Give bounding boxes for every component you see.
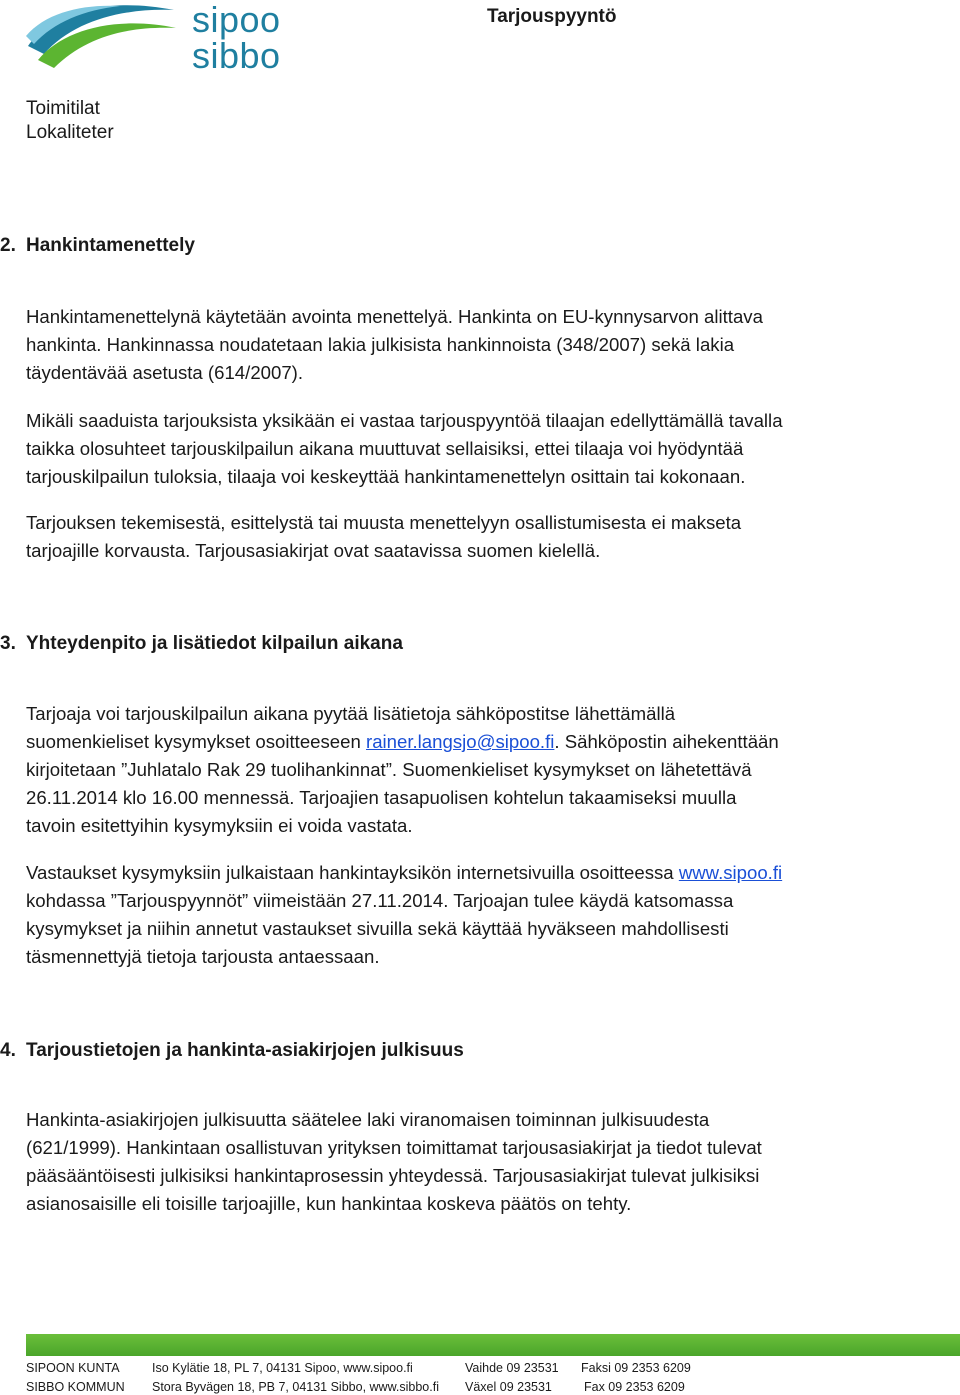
paragraph-line: täsmennettyjä tietoja tarjousta antaessaan. [26,946,380,967]
footer-sv-name: SIBBO KOMMUN [26,1380,125,1394]
department-fi: Toimitilat [26,98,100,119]
section-2-title: Hankintamenettely [26,235,195,256]
paragraph-line: kysymykset ja niihin annetut vastaukset sivuilla sekä käyttää hyväkseen mahdollisesti [26,918,729,939]
section-4-paragraph-1 [26,1106,926,1218]
paragraph-line-with-email [26,728,926,756]
document-title: Tarjouspyyntö [487,6,617,27]
section-3-number: 3. [0,633,16,654]
paragraph-line: asianosaisille eli toisille tarjoajille, kun hankintaa koskeva päätös on tehty. [26,1193,632,1214]
paragraph-line: kirjoitetaan ”Juhlatalo Rak 29 tuolihankinnat”. Suomenkieliset kysymykset on lähetettävä [26,759,752,780]
logo-swoosh-icon [24,2,184,74]
paragraph-line: täydentävää asetusta (614/2007). [26,362,304,383]
footer-sv-address: Stora Byvägen 18, PB 7, 04131 Sibbo, www.sibbo.fi [152,1380,439,1394]
department-sv: Lokaliteter [26,122,114,143]
section-4-title: Tarjoustietojen ja hankinta-asiakirjojen julkisuus [26,1040,464,1061]
paragraph-line: taikka olosuhteet tarjouskilpailun aikana muuttuvat sellaisiksi, ettei tilaaja voi hyödyntää [26,438,744,459]
paragraph-line: pääsääntöisesti julkisiksi hankintaprosessin yhteydessä. Tarjousasiakirjat tulevat julkisiksi [26,1165,760,1186]
footer-sv-fax: Fax 09 2353 6209 [584,1380,685,1394]
paragraph-line: tarjoajille korvausta. Tarjousasiakirjat ovat saatavissa suomen kielellä. [26,540,601,561]
footer-sv-phone: Växel 09 23531 [465,1380,552,1394]
section-2-number: 2. [0,235,16,256]
section-3-heading [0,632,960,656]
logo-text-sipoo: sipoo [192,0,281,40]
section-3-paragraph-1 [26,700,926,840]
footer-fi-address: Iso Kylätie 18, PL 7, 04131 Sipoo, www.sipoo.fi [152,1361,413,1375]
website-link[interactable]: www.sipoo.fi [678,862,783,883]
section-3-title: Yhteydenpito ja lisätiedot kilpailun aikana [26,633,403,654]
footer-fi-fax: Faksi 09 2353 6209 [581,1361,691,1375]
paragraph-line: Hankinta-asiakirjojen julkisuutta säätelee laki viranomaisen toiminnan julkisuudesta [26,1109,710,1130]
section-4-heading [0,1039,960,1063]
paragraph-line: tavoin esitettyihin kysymyksiin ei voida vastata. [26,815,413,836]
section-2-paragraph-3 [26,509,926,565]
section-3-paragraph-2 [26,859,926,971]
paragraph-line: tarjouskilpailun tuloksia, tilaaja voi keskeyttää hankintamenettelyn osittain tai kokonaan. [26,466,746,487]
footer-bar [26,1334,960,1356]
sipoo-sibbo-logo [24,2,294,74]
paragraph-line: (621/1999). Hankintaan osallistuvan yrityksen toimittamat tarjousasiakirjat ja tiedot tulevat [26,1137,762,1158]
paragraph-line: Tarjouksen tekemisestä, esittelystä tai muusta menettelyyn osallistumisesta ei makseta [26,512,742,533]
paragraph-line: 26.11.2014 klo 16.00 mennessä. Tarjoajien tasapuolisen kohtelun takaamiseksi muulla [26,787,737,808]
section-2-paragraph-2 [26,407,926,491]
logo-text-sibbo: sibbo [192,35,281,76]
footer-fi-phone: Vaihde 09 23531 [465,1361,559,1375]
paragraph-line: kohdassa ”Tarjouspyynnöt” viimeistään 27.11.2014. Tarjoajan tulee käydä katsomassa [26,890,734,911]
text-segment: . Sähköpostin aihekenttään [554,731,779,752]
paragraph-line: hankinta. Hankinnassa noudatetaan lakia julkisista hankinnoista (348/2007) sekä lakia [26,334,735,355]
section-2-heading [0,234,960,258]
email-link[interactable]: rainer.langsjo@sipoo.fi [366,731,555,752]
section-2-paragraph-1 [26,303,926,387]
paragraph-line: Tarjoaja voi tarjouskilpailun aikana pyytää lisätietoja sähköpostitse lähettämällä [26,703,676,724]
paragraph-line: Hankintamenettelynä käytetään avointa menettelyä. Hankinta on EU-kynnysarvon alittava [26,306,763,327]
paragraph-line: Mikäli saaduista tarjouksista yksikään ei vastaa tarjouspyyntöä tilaajan edellyttämällä tavalla [26,410,783,431]
text-segment: Vastaukset kysymyksiin julkaistaan hankintayksikön internetsivuilla osoitteessa [26,862,679,883]
text-segment: suomenkieliset kysymykset osoitteeseen [26,731,366,752]
footer-fi-name: SIPOON KUNTA [26,1361,120,1375]
section-4-number: 4. [0,1040,16,1061]
paragraph-line-with-url [26,859,926,887]
